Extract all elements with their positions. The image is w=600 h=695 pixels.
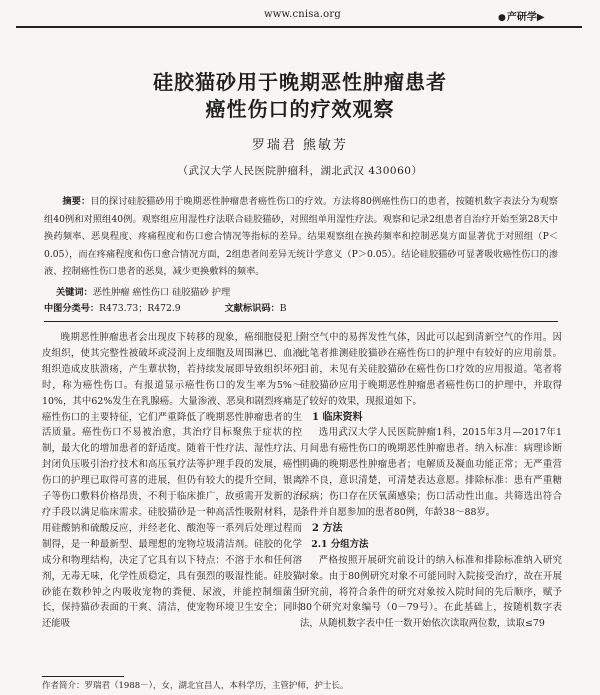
grouping-paragraph: 严格按照开展研究前设计的纳入标准和排除标准纳入研究对象。由于80例研究对象不可能同时入院接受治疗，故在开展研究前，将符合条件的研究对象按入院时间的先后顺序，赋予80个研究对象编号（0－79号）。在此基础上，按随机数字表法，从随机数字表中任一数开始依次读取两位数，读取≤79 [300,554,562,630]
keywords-label: 关键词： [56,287,93,298]
section-badge-label: 产研学▶ [506,12,545,23]
doc-code-value: B [279,303,287,314]
introduction-paragraph: 晚期恶性肿瘤患者会出现皮下转移的现象，癌细胞侵犯上皮组织，使其完整性被破坏或浸润上皮细胞及周围淋巴、血液组织造成皮肤溃疡，产生蕈状物，若持续发展即导致组织坏死时，称为癌性伤口。有报道显示癌性伤口的发生率为5%～10%，其中62%发生在乳腺癌。大量渗液、恶臭和剧烈疼痛是癌性伤口的主要特征，它们严重降低了晚期恶性肿瘤患者的生活质量。癌性伤口不易被治愈，其治疗目标聚焦于症状的控制，最大化的增加患者的舒适度。随着干性疗法、湿性疗法、封闭负压吸引治疗技术和高压氧疗法等护理手段的发展，癌性伤口的护理已取得可喜的进展，但仍有较大的提升空间，银离子等伤口敷料价格昂贵，不利于临床推广，故亟需开发新的治疗手段以满足临床需求。硅胶猫砂是一种高活性吸附材料，是用硅酸钠和硫酸反应，并经老化、酸泡等一系列后处理过程而制得，是一种最新型、最理想的宠物垃圾清洁剂。硅胶的化学成分和物理结构，决定了它具有以下特点：不溶于水和任何溶剂，无毒无味，化学性质稳定，具有强烈的吸湿性能。硅胶猫砂能在数秒钟之内吸收宠物的粪便、尿液，并能控制细菌生长，保持猫砂表面的干爽、清洁，使宠物环境卫生安全；同时还能吸 [42,332,302,630]
body-column-left [42,330,302,632]
section-heading-methods: 2 方法 [312,522,343,534]
keywords [56,284,230,298]
section-badge [498,8,545,23]
abstract [44,193,558,281]
clinical-data-paragraph: 选用武汉大学人民医院肿瘤1科，2015年3月—2017年1月间患有癌性伤口的晚期恶性肿瘤患者。纳入标准：病理诊断明确的晚期恶性肿瘤患者；电解质及凝血功能正常；无严重营养不良，意识清楚，可清楚表达意愿。排除标准：患有严重糖尿病；伤口存在厌氧菌感染；伤口活动性出血。共筛选出符合条件并自愿参加的患者80例，年龄38～88岁。 [300,427,562,518]
keywords-text: 恶性肿瘤 癌性伤口 硅胶猫砂 护理 [92,287,231,298]
journal-website: www.cnisa.org [264,9,341,20]
clc-value: R473.73；R472.9 [99,303,181,314]
header-rule [16,26,582,28]
article-title-line1: 硅胶猫砂用于晚期恶性肿瘤患者 [153,70,447,94]
running-header [0,9,600,25]
clc-label: 中图分类号： [44,303,100,314]
affiliation: （武汉大学人民医院肿瘤科，湖北武汉 430060） [177,165,423,177]
footnote-rule [42,676,124,677]
introduction-continuation: 附空气中的易挥发性气体，因此可以起到清新空气的作用。因此笔者推测硅胶猫砂在癌性伤口的护理中有较好的应用前景。目前，未见有关硅胶猫砂在癌性伤口疗效的应用报道。笔者将硅胶猫砂应用于晚期恶性肿瘤患者癌性伤口的护理中，并取得了较好的效果，现报道如下。 [300,332,562,407]
authors: 罗瑞君 熊敏芳 [251,138,349,153]
subsection-heading-grouping: 2.1 分组方法 [311,538,369,550]
classification [44,300,558,314]
article-title-line2: 癌性伤口的疗效观察 [205,97,395,121]
body-column-right [300,330,562,632]
clc [44,300,181,314]
badge-dot-icon: ● [498,13,506,23]
abstract-text: 目的探讨硅胶猫砂用于晚期恶性肿瘤患者癌性伤口的疗效。方法将80例癌性伤口的患者，按随机数字表法分为观察组40例和对照组40例。观察组应用湿性疗法联合硅胶猫砂，对照组单用湿性疗法。观察和记录2组患者自治疗开始至第28天中换药频率、恶臭程度、疼痛程度和伤口愈合情况等指标的差异。结果观察组在换药频率和控制恶臭方面显著优于对照组（P＜0.05），而在疼痛程度和伤口愈合情况方面，2组患者间差异无统计学意义（P＞0.05）。结论硅胶猫砂可显著吸收癌性伤口的渗液、控制癌性伤口患者的恶臭，减少更换敷料的频率。 [44,196,558,278]
abstract-divider [44,321,558,322]
section-heading-clinical-data: 1 临床资料 [312,411,363,423]
abstract-label: 摘要： [62,196,91,207]
document-code [225,300,287,314]
doc-code-label: 文献标识码： [224,303,280,314]
author-footnote: 作者简介：罗瑞君（1988－），女，湖北宜昌人，本科学历，主管护师，护士长。 [42,681,349,691]
